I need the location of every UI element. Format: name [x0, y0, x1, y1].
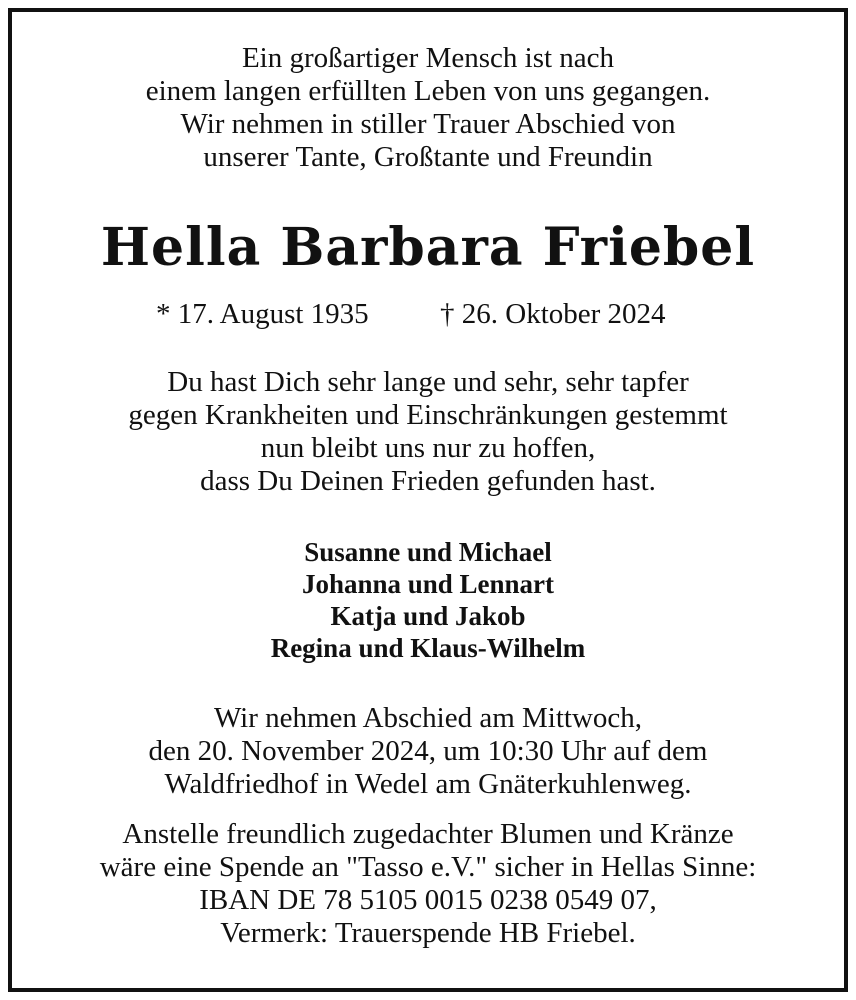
verse-line: Du hast Dich sehr lange und sehr, sehr tapfer [167, 366, 689, 398]
mourner-entry: Johanna und Lennart [301, 569, 555, 599]
donation-iban: IBAN DE 78 5105 0015 0238 0549 07, [199, 884, 657, 916]
funeral-line: den 20. November 2024, um 10:30 Uhr auf dem [148, 735, 708, 767]
death-date: † 26. Oktober 2024 [440, 298, 666, 330]
intro-line: Ein großartiger Mensch ist nach [241, 42, 615, 74]
birth-date: * 17. August 1935 [156, 298, 369, 330]
donation-reference: Vermerk: Trauerspende HB Friebel. [220, 917, 636, 949]
mourner-entry: Susanne und Michael [304, 537, 552, 567]
intro-line: Wir nehmen in stiller Trauer Abschied von [180, 108, 676, 140]
funeral-line: Wir nehmen Abschied am Mittwoch, [213, 702, 643, 734]
obituary-notice [12, 12, 844, 988]
intro-line: unserer Tante, Großtante und Freundin [203, 141, 653, 173]
verse-line: dass Du Deinen Frieden gefunden hast. [200, 465, 656, 497]
life-dates [12, 296, 844, 332]
verse-line: gegen Krankheiten und Einschränkungen gestemmt [128, 399, 728, 431]
mourner-entry: Katja und Jakob [330, 601, 526, 631]
deceased-name: Hella Barbara Friebel [100, 217, 756, 278]
mourner-entry: Regina und Klaus-Wilhelm [270, 633, 586, 663]
funeral-line: Waldfriedhof in Wedel am Gnäterkuhlenweg. [164, 768, 692, 800]
verse-line: nun bleibt uns nur zu hoffen, [260, 432, 596, 464]
donation-line: Anstelle freundlich zugedachter Blumen und Kränze [122, 818, 734, 850]
intro-line: einem langen erfüllten Leben von uns gegangen. [145, 75, 711, 107]
donation-line: wäre eine Spende an "Tasso e.V." sicher in Hellas Sinne: [99, 851, 757, 883]
